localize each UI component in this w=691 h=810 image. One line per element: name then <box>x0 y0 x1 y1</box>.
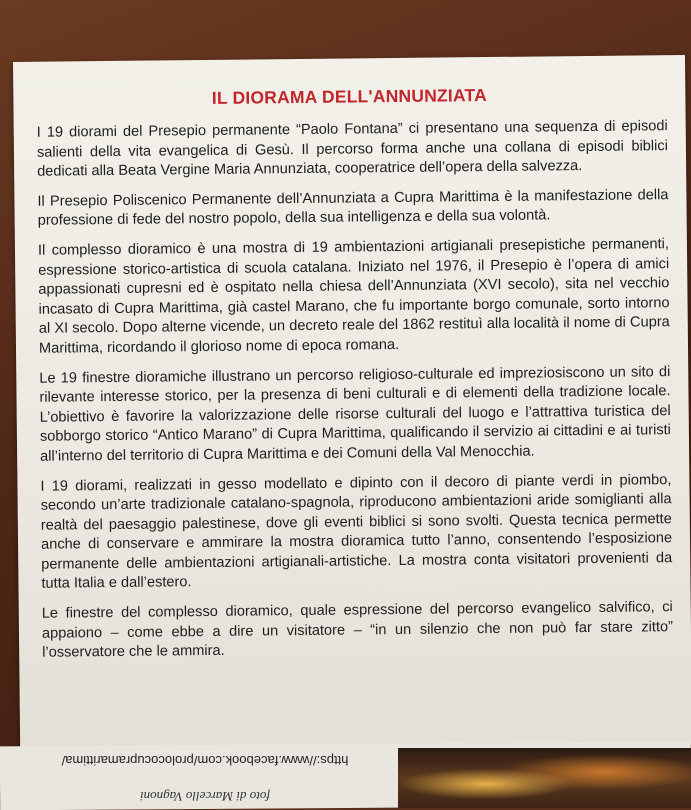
photo-credit: foto di Marcello Vagnoni <box>140 789 270 804</box>
paragraph-3: Il complesso dioramico è una mostra di 19 ambientazioni artigianali presepistiche permanenti, espressione storico-artistica di scuola catalana. Iniziato nel 1976, il Presepio è l’opera di amici appassionati cupresni ed è ospitato nella chiesa dell’Annunziata (XVI secolo), sita nel vecchio incasato di Cupra Marittima, già castel Marano, che fu importante borgo comunale, sorto intorno al XI secolo. Dopo alterne vicende, un decreto reale del 1862 restituì alla località il nome di Cupra Marittima, ricordando il glorioso nome di epoca romana. <box>37 236 670 357</box>
paragraph-2: Il Presepio Poliscenico Permanente dell’Annunziata a Cupra Marittima è la manifestazione della professione di fede del nostro popolo, della sua intelligenza e della sua volontà. <box>37 186 669 230</box>
paragraph-6: Le finestre del complesso dioramico, quale espressione del percorso evangelico salvifico, ci appaiono – come ebbe a dire un visitatore – “in un silenzio che non può far stare zitto” l’osservatore che le ammira. <box>41 599 674 661</box>
lower-card-text <box>20 748 390 808</box>
facebook-url: https://www.facebook.com/prolococupramarittima/ <box>61 753 349 768</box>
page-title: IL DIORAMA DELL'ANNUNZIATA <box>211 85 488 108</box>
info-card <box>13 55 691 752</box>
card-body <box>37 117 674 673</box>
paragraph-5: I 19 diorami, realizzati in gesso modellato e dipinto con il decoro di piante verdi in piombo, secondo un’arte tradizionale catalano-spagnola, riproducono ambientazioni aride somiglianti alla realtà del paesaggio palestinese, dove gli eventi biblici si sono svolti. Questa tecnica permette anche di conservare e ammirare la mostra dioramica tutto l’anno, consentendo l’esposizione permanente delle ambientazioni artigianali-artistiche. La mostra conta visitatori provenienti da tutta Italia e dall’estero. <box>40 471 673 593</box>
paragraph-4: Le 19 finestre dioramiche illustrano un percorso religioso-culturale ed impreziosiscono un sito di rilevante interesse storico, per la presenza di beni culturali e di elementi della tradizione locale. L’obiettivo è favorire la valorizzazione delle risorse culturali del luogo e l’attrattiva turistica del sobborgo storico “Antico Marano” di Cupra Marittima, qualificando il servizio ai cittadini e ai turisti all’interno del territorio di Cupra Marittima e dei Comuni della Val Menocchia. <box>39 363 671 465</box>
paragraph-1: I 19 diorami del Presepio permanente “Paolo Fontana” ci presentano una sequenza di episodi salienti della vita evangelica di Gesù. Il percorso forma anche una collana di episodi biblici dedicati alla Beata Vergine Maria Annunziata, cooperatrice dell’opera della salvezza. <box>36 118 668 180</box>
diorama-photo <box>398 748 691 808</box>
